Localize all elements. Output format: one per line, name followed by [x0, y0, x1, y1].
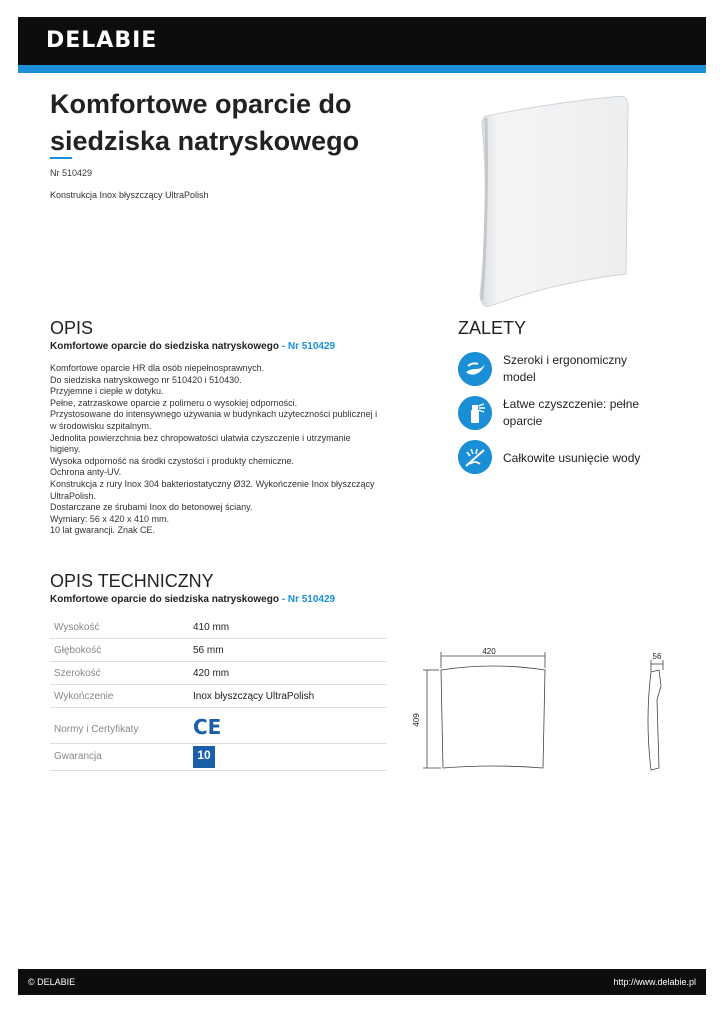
spec-row: [50, 685, 387, 708]
spec-key: Gwarancja: [54, 751, 102, 762]
spec-key: Głębokość: [54, 645, 102, 656]
desc-line: Komfortowe oparcie HR dla osób niepełnosprawnych.: [50, 363, 265, 373]
spec-row: [50, 662, 387, 685]
spec-value: Inox błyszczący UltraPolish: [193, 691, 315, 702]
spec-key: Normy i Certyfikaty: [54, 724, 139, 735]
spec-row: [50, 639, 387, 662]
title-underline: [50, 157, 72, 159]
desc-line: Jednolita powierzchnia bez chropowatości ułatwia czyszczenie i utrzymanie higieny.: [50, 432, 351, 455]
desc-line: Ochrona anty-UV.: [50, 467, 122, 478]
spec-row: [50, 744, 387, 771]
desc-line: Pełne, zatrzaskowe oparcie z polimeru o wysokiej odporności.: [50, 397, 298, 408]
zalety-heading: ZALETY: [458, 318, 527, 338]
construction-text: Konstrukcja Inox błyszczący UltraPolish: [50, 190, 209, 200]
opis-subheading: [50, 341, 335, 352]
brand-logo: DELABIE: [46, 28, 158, 53]
desc-line: Wymiary: 56 x 420 x 410 mm.: [50, 513, 169, 524]
tech-sub-nr: Nr 510429: [287, 594, 336, 605]
opis-sub-sep: -: [278, 341, 288, 352]
advantage-text: Łatwe czyszczenie: pełne oparcie: [503, 397, 640, 428]
ergonomic-icon: [458, 352, 492, 386]
spec-key: Wysokość: [54, 622, 100, 633]
tech-sub-name: Komfortowe oparcie do siedziska natryskowego: [50, 594, 279, 605]
product-ref: Nr 510429: [50, 168, 93, 178]
warranty-badge-icon: 10: [193, 746, 215, 768]
spec-value: 420 mm: [193, 668, 230, 679]
spec-key: Wykończenie: [54, 691, 114, 702]
opis-sub-name: Komfortowe oparcie do siedziska natryskowego: [50, 341, 279, 352]
ce-mark-icon: CE: [193, 715, 222, 739]
opis-heading: OPIS: [50, 318, 94, 338]
footer-website-link[interactable]: http://www.delabie.pl: [613, 977, 696, 987]
technical-drawing: [405, 640, 705, 780]
product-image: [476, 96, 636, 310]
water-drain-icon: [458, 440, 492, 474]
desc-line: Wysoka odporność na środki czystości i produkty chemiczne.: [50, 455, 295, 466]
header-bar: [18, 17, 706, 65]
tech-sub-sep: -: [278, 594, 288, 605]
depth-dimension-label: 56: [652, 652, 662, 661]
spec-value: 56 mm: [193, 645, 224, 656]
spec-row: [50, 708, 387, 744]
footer-copyright: © DELABIE: [28, 977, 76, 987]
desc-line: Dostarczane ze śrubami Inox do betonowej ściany.: [50, 502, 253, 513]
spec-row: [50, 616, 387, 639]
cleaning-spray-icon: [458, 396, 492, 430]
footer-bar: [18, 969, 706, 995]
desc-line: Do siedziska natryskowego nr 510420 i 510430.: [50, 374, 242, 385]
spec-table: [50, 616, 387, 771]
opis-sub-nr: Nr 510429: [287, 341, 336, 352]
tech-subheading: [50, 594, 335, 605]
width-dimension-label: 420: [482, 647, 496, 656]
advantage-text: Całkowite usunięcie wody: [503, 451, 641, 465]
desc-line: Konstrukcja z rury Inox 304 bakteriostatyczny Ø32. Wykończenie Inox błyszczący UltraPolish.: [50, 478, 375, 501]
tech-heading: OPIS TECHNICZNY: [50, 571, 214, 591]
desc-line: 10 lat gwarancji. Znak CE.: [50, 525, 156, 536]
accent-band: [18, 65, 706, 73]
spec-key: Szerokość: [54, 668, 101, 679]
description-text: [50, 363, 380, 537]
page-title: Komfortowe oparcie do siedziska natryskowego: [50, 89, 360, 156]
spec-value: 410 mm: [193, 622, 230, 633]
desc-line: Przystosowane do intensywnego używania w budynkach użyteczności publicznej i w środowisku szpitalnym.: [50, 409, 378, 431]
advantage-text: Szeroki i ergonomiczny model: [503, 353, 628, 384]
desc-line: Przyjemne i ciepłe w dotyku.: [50, 386, 164, 397]
height-dimension-label: 409: [412, 713, 421, 727]
